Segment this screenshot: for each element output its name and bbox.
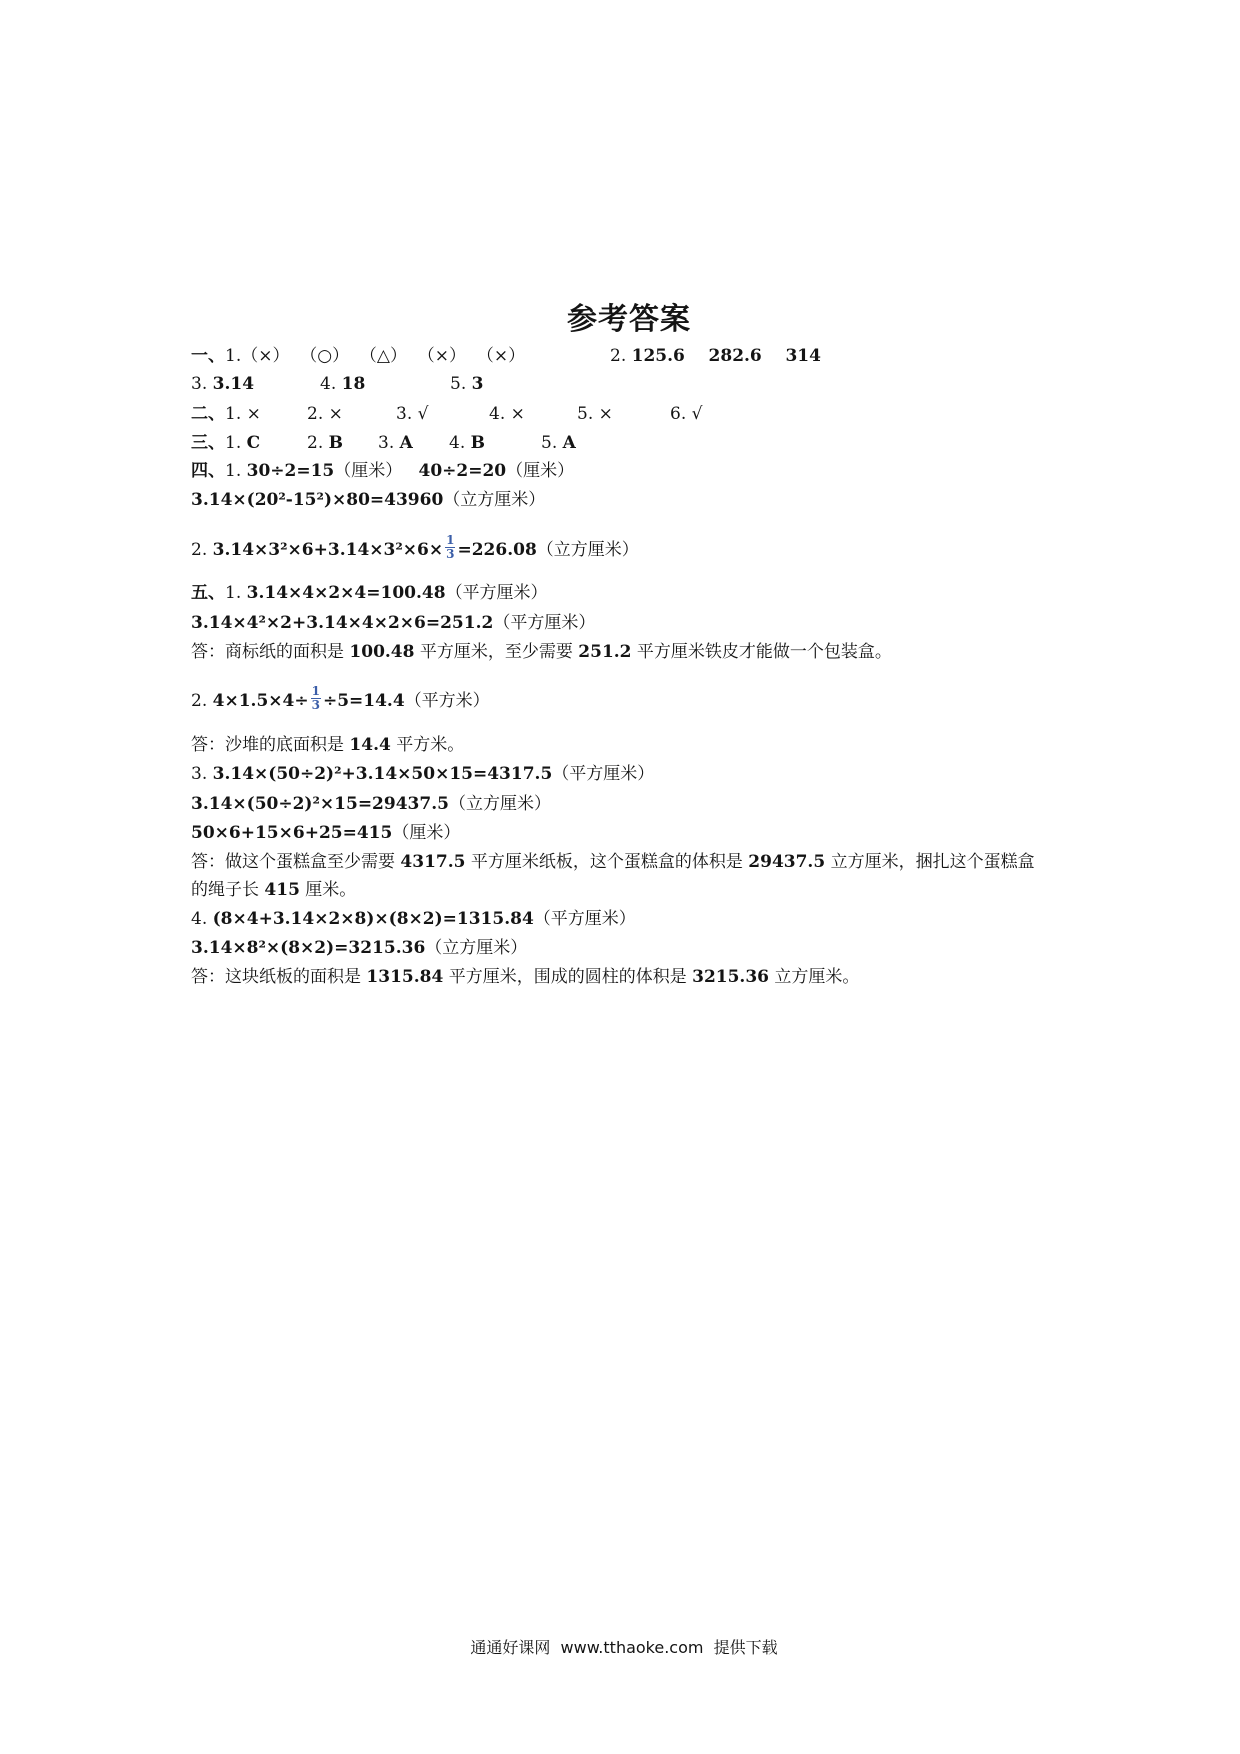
fraction-denominator: 3 [446,547,455,561]
answer-text: 3. [378,433,400,453]
answer-item [610,344,821,368]
answer-value: 3.14×8²×(8×2)=3215.36 [191,938,426,958]
answer-text: （立方厘米） [425,938,528,958]
answer-text: （平方厘米） [533,909,636,929]
answer-item [450,372,483,396]
answer-value: 一、 [191,346,225,366]
answer-value: 251.2 [578,642,632,662]
answer-text: 4. [191,909,213,929]
answer-item [191,581,548,605]
answer-value: B [470,433,485,453]
answer-item [191,533,639,562]
answer-text: 5. × [577,404,613,424]
answer-text: 厘米。 [299,880,357,900]
answer-value: 18 [341,374,366,394]
answer-value: 125.6 282.6 314 [631,346,821,366]
answer-value: A [399,433,413,453]
answer-value: 415 [264,880,300,900]
answer-text: 4. × [489,404,525,424]
fraction-numerator: 1 [311,684,320,698]
answer-item [191,792,551,816]
answer-text: （立方厘米） [536,540,639,560]
answer-value: =226.08 [457,540,537,560]
answer-value: 3.14×3²×6+3.14×3²×6× [212,540,444,560]
answer-value: A [562,433,576,453]
answer-item [191,459,574,483]
answer-value: B [328,433,343,453]
answer-line [0,372,1240,396]
answer-text: （平方厘米） [552,764,655,784]
answer-line [0,344,1240,368]
answer-line [0,402,1240,426]
answer-value: 50×6+15×6+25=415 [191,823,393,843]
answer-text: 立方厘米。 [769,967,860,987]
answer-text: （立方厘米） [448,794,551,814]
answer-text: 3. [191,764,213,784]
answer-value: 1315.84 [366,967,444,987]
answer-text: 的绳子长 [191,880,265,900]
answer-line [0,488,1240,512]
answer-text: 2. [191,691,213,711]
answer-item [191,611,595,635]
answer-text: 5. [541,433,563,453]
answer-text: （平方厘米） [493,613,596,633]
answer-value: 3.14×4×2×4=100.48 [246,583,446,603]
answer-value: 四、 [191,461,225,481]
answer-line [0,850,1240,874]
answer-line [0,733,1240,757]
answer-text: （厘米） [506,461,575,481]
answer-item [191,965,859,989]
answer-item [577,402,613,426]
answer-item [191,402,261,426]
answer-item [191,762,654,786]
page-title: 参考答案 [567,302,691,337]
answer-item [191,936,527,960]
answer-text: 2. × [307,404,343,424]
answer-value: 4×1.5×4÷ [212,691,309,711]
answer-line [0,965,1240,989]
answer-item [449,431,485,455]
answer-value: C [246,433,261,453]
answer-item [191,733,464,757]
answer-text: （厘米） [392,823,461,843]
answer-text: 1. [225,583,247,603]
answer-value: 五、 [191,583,225,603]
answer-item [307,431,343,455]
answer-text: 2. [191,540,213,560]
answer-text: 2. [307,433,329,453]
answer-text: （立方厘米） [443,490,546,510]
answer-item [191,907,636,931]
answer-line [0,762,1240,786]
answer-text: 6. √ [670,404,703,424]
answer-value: (8×4+3.14×2×8)×(8×2)=1315.84 [212,909,534,929]
answer-text: 平方厘米纸板，这个蛋糕盒的体积是 [465,852,749,872]
answer-line [0,533,1240,562]
answer-line [0,684,1240,713]
answer-text: 2. [610,346,632,366]
answer-text: 1. × [225,404,261,424]
answer-value: 40÷2=20 [418,461,507,481]
answer-text: 3. √ [396,404,429,424]
answer-line [0,581,1240,605]
answer-value: 3.14×(20²-15²)×80=43960 [191,490,444,510]
answer-text: （厘米） [334,461,419,481]
answer-item [307,402,343,426]
answer-text: 3. [191,374,213,394]
answer-text: （平方厘米） [445,583,548,603]
answer-line [0,936,1240,960]
answer-value: 3.14 [212,374,255,394]
answer-text: 答：做这个蛋糕盒至少需要 [191,852,401,872]
answer-text: 平方米。 [390,735,465,755]
answer-item [191,850,1035,874]
answer-text: 平方厘米，围成的圆柱的体积是 [443,967,693,987]
answer-text: 1. [225,433,247,453]
answer-text: 1.（×） （○） （△） （×） （×） [225,346,526,366]
answer-text: 立方厘米，捆扎这个蛋糕盒 [825,852,1035,872]
fraction [445,534,455,561]
answer-line [0,611,1240,635]
answer-line [0,459,1240,483]
answer-item [191,431,260,455]
answer-value: 100.48 [349,642,415,662]
answer-text: 4. [449,433,471,453]
answer-item [191,821,460,845]
answer-item [396,402,428,426]
answer-line [0,907,1240,931]
answer-value: 3 [471,374,484,394]
answer-value: 三、 [191,433,225,453]
answer-text: （平方米） [404,691,490,711]
fraction-numerator: 1 [446,533,455,547]
answer-text: 5. [450,374,472,394]
answer-line [0,431,1240,455]
answer-text: 平方厘米铁皮才能做一个包装盒。 [631,642,892,662]
answer-line [0,878,1240,902]
answer-item [191,684,490,713]
answer-item [670,402,702,426]
answer-text: 答：这块纸板的面积是 [191,967,367,987]
answer-text: 答：商标纸的面积是 [191,642,350,662]
answer-item [191,878,356,902]
answer-text: 答：沙堆的底面积是 [191,735,350,755]
footer-credit: 通通好课网 www.tthaoke.com 提供下载 [470,1638,778,1657]
answer-value: ÷5=14.4 [322,691,405,711]
answer-item [191,344,525,368]
answer-item [378,431,413,455]
answer-value: 3.14×(50÷2)²×15=29437.5 [191,794,449,814]
answer-text: 平方厘米，至少需要 [414,642,579,662]
answer-value: 3215.36 [692,967,769,987]
answer-item [320,372,365,396]
fraction-denominator: 3 [311,698,320,712]
answer-item [191,640,892,664]
answer-line [0,640,1240,664]
answer-line [0,792,1240,816]
answer-value: 30÷2=15 [246,461,335,481]
answer-text: 4. [320,374,342,394]
answer-value: 二、 [191,404,225,424]
answer-value: 3.14×(50÷2)²+3.14×50×15=4317.5 [212,764,553,784]
answer-item [541,431,576,455]
answer-item [191,372,254,396]
answer-text: 1. [225,461,247,481]
answer-value: 29437.5 [748,852,826,872]
answer-line [0,821,1240,845]
answer-value: 4317.5 [400,852,466,872]
answer-item [191,488,545,512]
answer-value: 14.4 [349,735,391,755]
answer-item [489,402,525,426]
answer-value: 3.14×4²×2+3.14×4×2×6=251.2 [191,613,494,633]
fraction [311,685,321,712]
